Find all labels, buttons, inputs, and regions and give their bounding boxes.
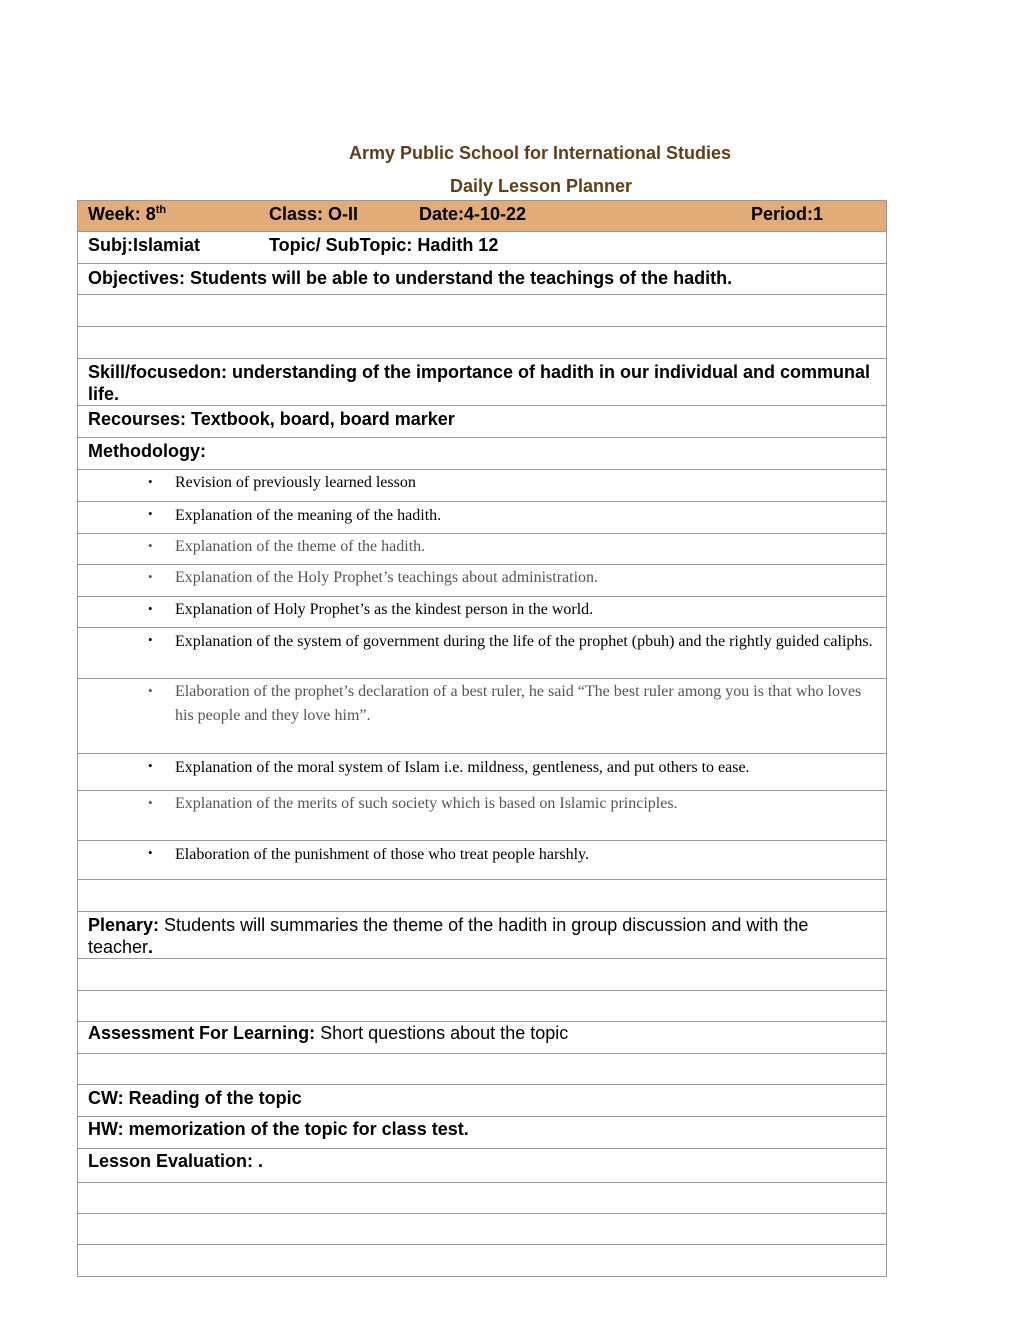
bullet-icon: • (148, 474, 153, 489)
classwork: CW: Reading of the topic (78, 1085, 887, 1117)
blank-row (78, 959, 887, 991)
objectives: Objectives: Students will be able to understand the teachings of the hadith. (78, 264, 887, 295)
bullet-icon: • (148, 601, 153, 616)
blank-row (78, 1054, 887, 1085)
blank-row (78, 1214, 887, 1245)
methodology-item: • Explanation of the moral system of Islam i.e. mildness, gentleness, and put others to ease. (78, 754, 887, 791)
bullet-icon: • (148, 506, 153, 521)
methodology-item: • Explanation of the meaning of the hadith. (78, 502, 887, 534)
bullet-icon: • (148, 683, 153, 698)
methodology-item: • Explanation of Holy Prophet’s as the kindest person in the world. (78, 597, 887, 628)
bullet-icon: • (148, 758, 153, 773)
methodology-item: • Explanation of the system of government during the life of the prophet (pbuh) and the rightly guided caliphs. (78, 628, 887, 679)
subject-cell: Subj:Islamiat (88, 235, 201, 255)
lesson-evaluation: Lesson Evaluation: . (78, 1149, 887, 1183)
blank-row (78, 991, 887, 1022)
blank-row (78, 1183, 887, 1214)
methodology-item: • Explanation of the Holy Prophet’s teachings about administration. (78, 565, 887, 597)
planner-title: Daily Lesson Planner (449, 176, 633, 196)
period-cell: Period:1 (751, 204, 824, 224)
blank-row (78, 880, 887, 912)
resources: Recourses: Textbook, board, board marker (78, 406, 887, 438)
bullet-icon: • (148, 569, 153, 584)
week-cell: Week: 8th (88, 204, 167, 224)
blank-row (78, 295, 887, 327)
bullet-icon: • (148, 538, 153, 553)
class-cell: Class: O-II (269, 204, 359, 224)
school-name: Army Public School for International Studies (348, 143, 732, 163)
bullet-icon: • (148, 632, 153, 647)
blank-row (78, 1245, 887, 1277)
homework: HW: memorization of the topic for class test. (78, 1117, 887, 1149)
blank-row (78, 327, 887, 359)
methodology-item: • Elaboration of the punishment of those who treat people harshly. (78, 841, 887, 880)
plenary: Plenary: Students will summaries the theme of the hadith in group discussion and with the teacher. (78, 912, 887, 959)
subject-row (78, 232, 887, 264)
skill-focused: Skill/focusedon: understanding of the importance of hadith in our individual and communal life. (78, 359, 887, 406)
info-row (78, 201, 887, 232)
methodology-item: • Explanation of the theme of the hadith. (78, 534, 887, 565)
methodology-item: • Elaboration of the prophet’s declaration of a best ruler, he said “The best ruler among you is that who loves his people and they love him”. (78, 679, 887, 754)
bullet-icon: • (148, 795, 153, 810)
lesson-plan-table (77, 200, 887, 1277)
methodology-label: Methodology: (78, 438, 887, 470)
methodology-item: • Explanation of the merits of such society which is based on Islamic principles. (78, 791, 887, 841)
date-cell: Date:4-10-22 (419, 204, 527, 224)
assessment: Assessment For Learning: Short questions about the topic (78, 1022, 887, 1054)
topic-cell: Topic/ SubTopic: Hadith 12 (269, 235, 499, 255)
methodology-item: • Revision of previously learned lesson (78, 470, 887, 502)
bullet-icon: • (148, 845, 153, 860)
